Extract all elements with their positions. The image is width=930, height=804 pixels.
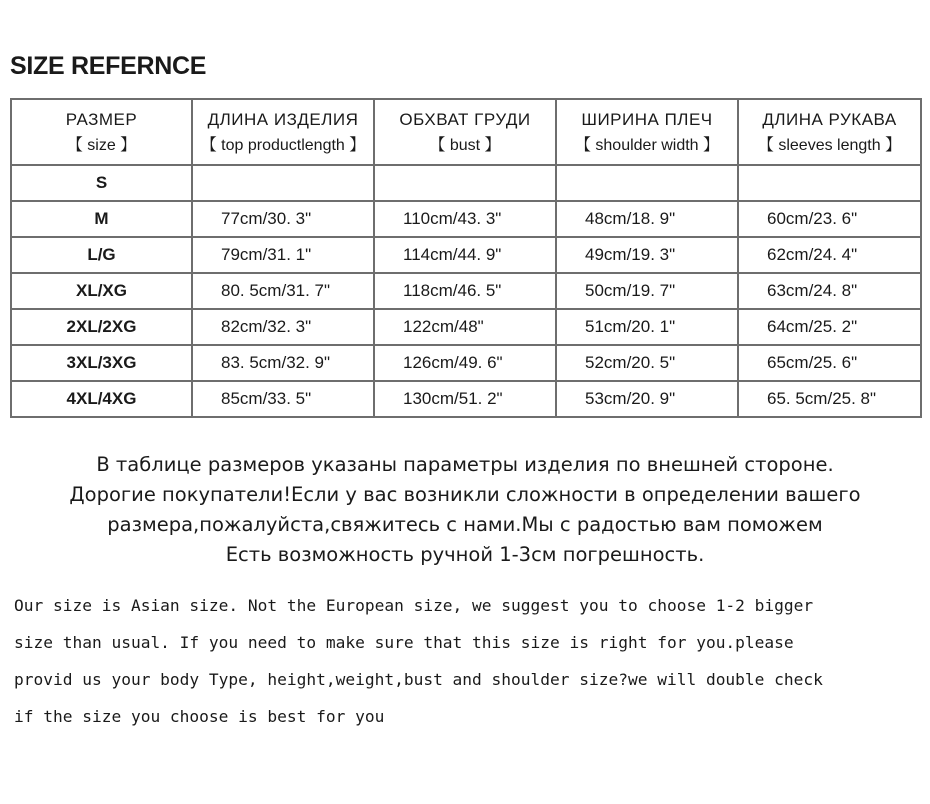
russian-note-line: размера,пожалуйста,свяжитесь с нами.Мы с радостью вам поможем xyxy=(107,513,823,536)
russian-note-line: Есть возможность ручной 1-3см погрешность. xyxy=(225,543,705,566)
header-sleeve-ru: ДЛИНА РУКАВА xyxy=(762,109,897,129)
header-length-ru: ДЛИНА ИЗДЕЛИЯ xyxy=(207,109,359,129)
bust-cell: 118cm/46. 5" xyxy=(374,273,556,309)
bust-cell: 122cm/48" xyxy=(374,309,556,345)
header-bust xyxy=(374,99,556,165)
bust-cell: 110cm/43. 3" xyxy=(374,201,556,237)
length-cell: 79cm/31. 1" xyxy=(192,237,374,273)
shoulder-cell: 50cm/19. 7" xyxy=(556,273,738,309)
size-cell: S xyxy=(11,165,192,201)
header-length-en: 【 top productlength 】 xyxy=(200,136,366,154)
sleeve-cell: 62cm/24. 4" xyxy=(738,237,921,273)
table-row xyxy=(11,309,921,345)
length-cell xyxy=(192,165,374,201)
length-cell: 77cm/30. 3" xyxy=(192,201,374,237)
header-size-en: 【 size 】 xyxy=(66,136,137,154)
sleeve-cell: 60cm/23. 6" xyxy=(738,201,921,237)
table-row xyxy=(11,345,921,381)
sleeve-cell: 64cm/25. 2" xyxy=(738,309,921,345)
length-cell: 85cm/33. 5" xyxy=(192,381,374,417)
bust-cell xyxy=(374,165,556,201)
shoulder-cell: 49cm/19. 3" xyxy=(556,237,738,273)
table-row xyxy=(11,381,921,417)
sleeve-cell: 65. 5cm/25. 8" xyxy=(738,381,921,417)
size-cell: 3XL/3XG xyxy=(11,345,192,381)
shoulder-cell: 52cm/20. 5" xyxy=(556,345,738,381)
shoulder-cell xyxy=(556,165,738,201)
bust-cell: 130cm/51. 2" xyxy=(374,381,556,417)
shoulder-cell: 48cm/18. 9" xyxy=(556,201,738,237)
table-row xyxy=(11,237,921,273)
shoulder-cell: 53cm/20. 9" xyxy=(556,381,738,417)
size-cell: XL/XG xyxy=(11,273,192,309)
table-row xyxy=(11,165,921,201)
sleeve-cell xyxy=(738,165,921,201)
header-bust-en: 【 bust 】 xyxy=(429,136,501,154)
russian-note-line: Дорогие покупатели!Если у вас возникли сложности в определении вашего xyxy=(69,483,861,506)
bust-cell: 114cm/44. 9" xyxy=(374,237,556,273)
size-cell: L/G xyxy=(11,237,192,273)
table-header-row xyxy=(11,99,921,165)
russian-notes xyxy=(0,450,930,570)
header-sleeve xyxy=(738,99,921,165)
length-cell: 83. 5cm/32. 9" xyxy=(192,345,374,381)
size-cell: M xyxy=(11,201,192,237)
sleeve-cell: 63cm/24. 8" xyxy=(738,273,921,309)
english-note-line: size than usual. If you need to make sure that this size is right for you.please xyxy=(14,633,794,652)
header-shoulder xyxy=(556,99,738,165)
shoulder-cell: 51cm/20. 1" xyxy=(556,309,738,345)
header-size-ru: РАЗМЕР xyxy=(65,109,138,129)
english-note-line: provid us your body Type, height,weight,bust and shoulder size?we will double check xyxy=(14,670,823,689)
english-notes xyxy=(14,587,924,735)
header-shoulder-ru: ШИРИНА ПЛЕЧ xyxy=(581,109,713,129)
header-bust-ru: ОБХВАТ ГРУДИ xyxy=(399,109,531,129)
header-sleeve-en: 【 sleeves length 】 xyxy=(757,136,902,154)
page-title: SIZE REFERNCE xyxy=(10,52,207,80)
length-cell: 80. 5cm/31. 7" xyxy=(192,273,374,309)
size-table xyxy=(10,98,922,418)
sleeve-cell: 65cm/25. 6" xyxy=(738,345,921,381)
russian-note-line: В таблице размеров указаны параметры изделия по внешней стороне. xyxy=(96,453,834,476)
english-note-line: Our size is Asian size. Not the European size, we suggest you to choose 1-2 bigger xyxy=(14,596,814,615)
english-note-line: if the size you choose is best for you xyxy=(14,707,385,726)
bust-cell: 126cm/49. 6" xyxy=(374,345,556,381)
header-shoulder-en: 【 shoulder width 】 xyxy=(574,136,720,154)
table-row xyxy=(11,273,921,309)
table-row xyxy=(11,201,921,237)
header-size xyxy=(11,99,192,165)
size-cell: 4XL/4XG xyxy=(11,381,192,417)
header-length xyxy=(192,99,374,165)
length-cell: 82cm/32. 3" xyxy=(192,309,374,345)
size-cell: 2XL/2XG xyxy=(11,309,192,345)
